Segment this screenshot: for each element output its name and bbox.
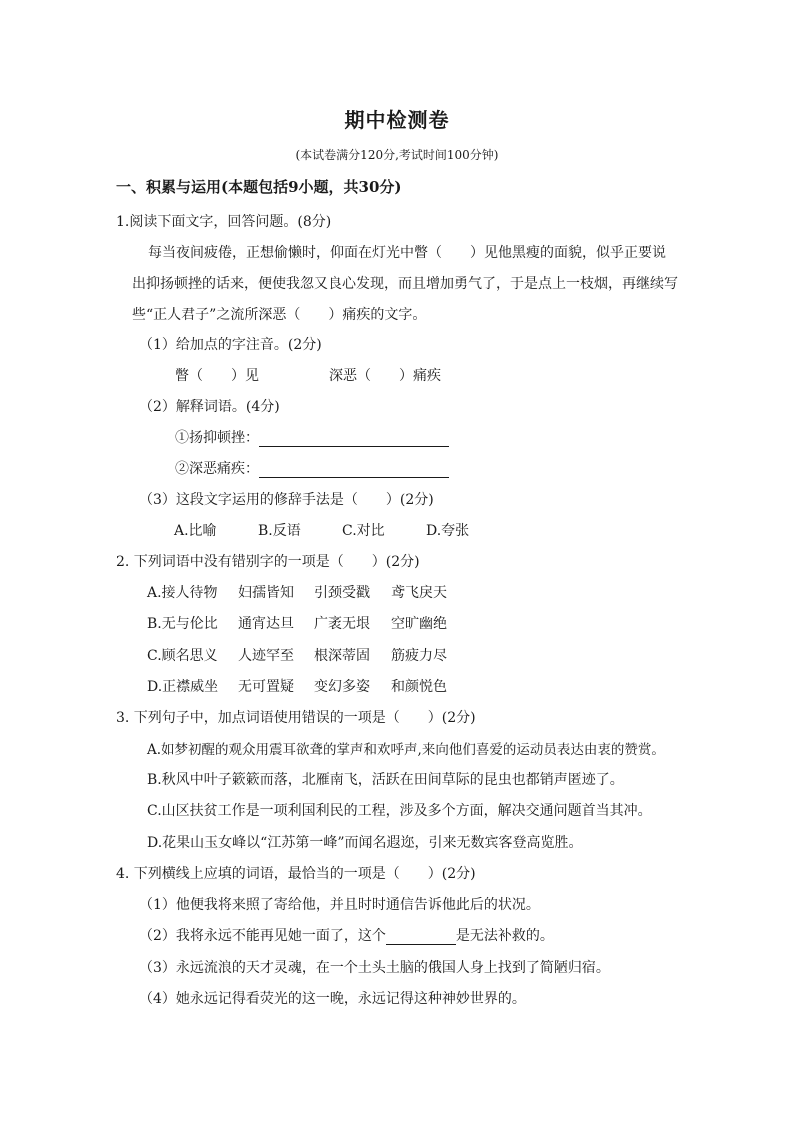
q2-option-row[interactable] <box>147 582 447 602</box>
q4-item: （3）永远流浪的天才灵魂，在一个土头土脑的俄国人身上找到了简陋归宿。 <box>139 960 610 976</box>
q2-option-row[interactable] <box>147 676 447 696</box>
word: 空旷幽绝 <box>391 616 447 632</box>
q1-explain-b <box>175 458 449 478</box>
word: 人迹罕至 <box>238 648 294 664</box>
q2-stem: 2. 下列词语中没有错别字的一项是（ ）(2分) <box>116 554 420 570</box>
q1-pinyin-a: 瞥（ ）见 <box>175 368 259 384</box>
q1-sub1: （1）给加点的字注音。(2分) <box>139 337 322 353</box>
word: 变幻多姿 <box>314 679 370 695</box>
q1-explain-a <box>175 427 449 447</box>
word: 根深蒂固 <box>314 648 370 664</box>
explain-label: ②深恶痛疾： <box>175 461 259 477</box>
q1-options <box>174 520 510 540</box>
q3-option-b[interactable]: B.秋风中叶子簌簌而落，北雁南飞，活跃在田间草际的昆虫也都销声匿迹了。 <box>147 772 624 788</box>
q3-option-d[interactable]: D.花果山玉女峰以“江苏第一峰”而闻名遐迩，引来无数宾客登高览胜。 <box>147 835 583 851</box>
word: 无可置疑 <box>238 679 294 695</box>
q4-item <box>139 925 554 945</box>
q1-sub2: （2）解释词语。(4分) <box>139 399 280 415</box>
q1-stem: 1.阅读下面文字，回答问题。(8分) <box>116 214 332 230</box>
word: 筋疲力尽 <box>391 648 447 664</box>
q4-stem: 4. 下列横线上应填的词语，最恰当的一项是（ ）(2分) <box>116 866 476 882</box>
q4-item: （4）她永远记得看荧光的这一晚，永远记得这种神妙世界的。 <box>139 991 526 1007</box>
option-a[interactable]: A.比喻 <box>174 523 217 539</box>
q1-passage-line: 每当夜间疲倦，正想偷懒时，仰面在灯光中瞥（ ）见他黑瘦的面貌，似乎正要说 <box>148 245 666 261</box>
section-heading: 一、积累与运用(本题包括9小题，共30分) <box>116 178 402 196</box>
q2-option-row[interactable] <box>147 613 447 633</box>
q1-passage-line: 些“正人君子”之流所深恶（ ）痛疾的文字。 <box>132 307 427 323</box>
word: A.接人待物 <box>147 585 218 601</box>
q2-option-row[interactable] <box>147 645 447 665</box>
word: 和颜悦色 <box>391 679 447 695</box>
q4-item: （1）他便我将来照了寄给他，并且时时通信告诉他此后的状况。 <box>139 897 540 913</box>
page-title: 期中检测卷 <box>344 108 450 132</box>
word: 广袤无垠 <box>314 616 370 632</box>
answer-blank[interactable] <box>386 930 456 945</box>
q3-stem: 3. 下列句子中，加点词语使用错误的一项是（ ）(2分) <box>116 710 476 726</box>
q1-pinyin-b: 深恶（ ）痛疾 <box>329 368 441 384</box>
explain-label: ①扬抑顿挫： <box>175 430 259 446</box>
exam-info: (本试卷满分120分,考试时间100分钟) <box>295 148 499 162</box>
q3-option-a[interactable]: A.如梦初醒的观众用震耳欲聋的掌声和欢呼声,来向他们喜爱的运动员表达由衷的赞赏。 <box>147 742 665 758</box>
word: C.顾名思义 <box>147 648 218 664</box>
option-d[interactable]: D.夸张 <box>426 523 470 539</box>
option-c[interactable]: C.对比 <box>342 523 385 539</box>
word: D.正襟威坐 <box>147 679 219 695</box>
answer-blank[interactable] <box>259 432 449 447</box>
word: 通宵达旦 <box>238 616 294 632</box>
q4-item-tail: 是无法补救的。 <box>455 928 554 944</box>
word: 鸢飞戾天 <box>391 585 447 601</box>
word: B.无与伦比 <box>147 616 218 632</box>
answer-blank[interactable] <box>259 463 449 478</box>
option-b[interactable]: B.反语 <box>258 523 301 539</box>
q4-item-text: （2）我将永远不能再见她一面了，这个 <box>139 928 386 944</box>
word: 引颈受戳 <box>314 585 370 601</box>
q1-passage-line: 出抑扬顿挫的话来，便使我忽又良心发现，而且增加勇气了，于是点上一枝烟，再继续写 <box>132 276 678 292</box>
word: 妇孺皆知 <box>238 585 294 601</box>
q3-option-c[interactable]: C.山区扶贫工作是一项利国利民的工程，涉及多个方面，解决交通问题首当其冲。 <box>147 803 652 819</box>
q1-sub3: （3）这段文字运用的修辞手法是（ ）(2分) <box>139 492 434 508</box>
